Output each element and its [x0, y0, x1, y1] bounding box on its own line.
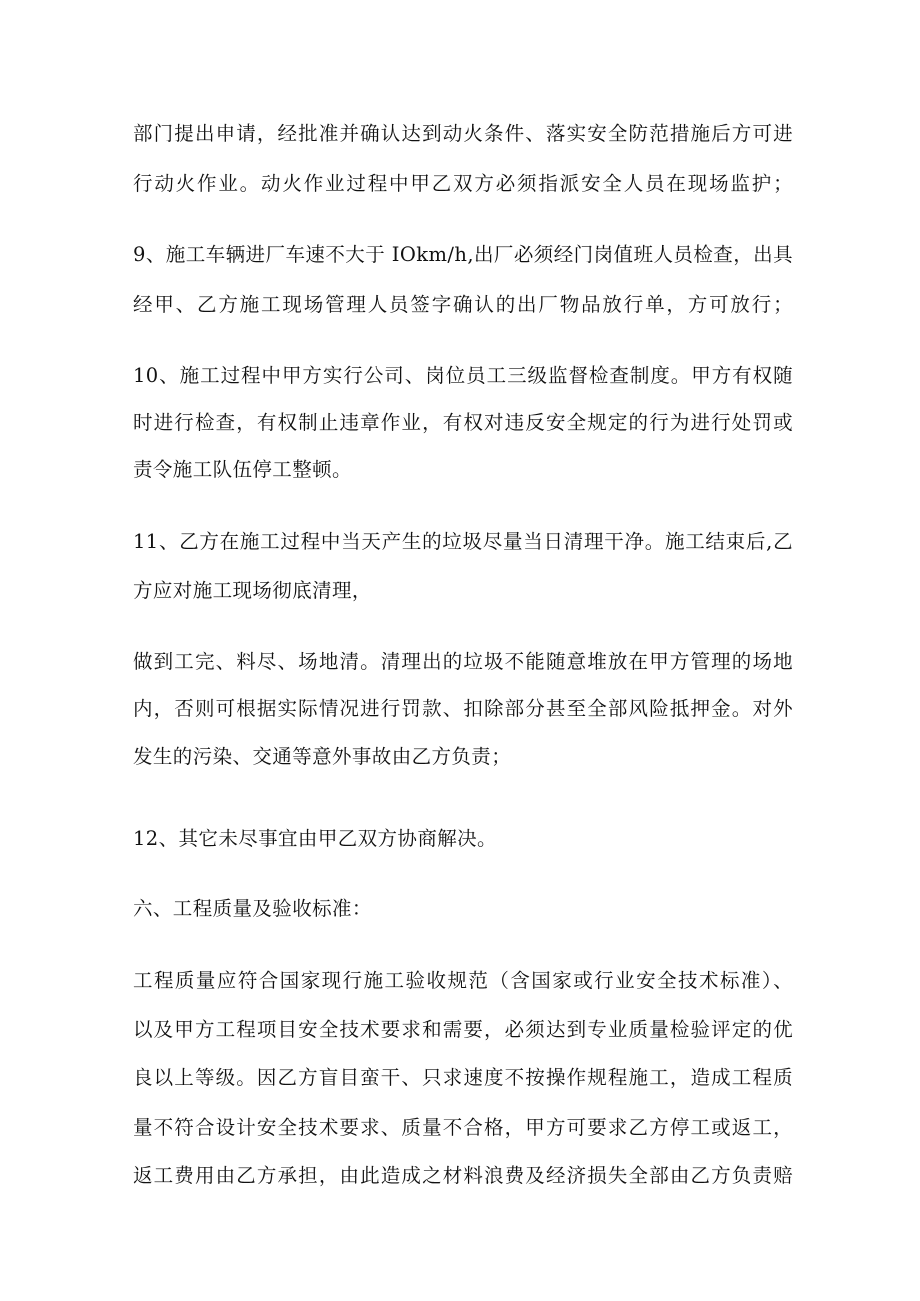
section-heading: 六、工程质量及验收标准：	[133, 897, 372, 920]
paragraph-line: 经甲、乙方施工现场管理人员签字确认的出厂物品放行单，方可放行；	[133, 293, 793, 316]
paragraph-line: 责令施工队伍停工整顿。	[133, 458, 352, 481]
paragraph-line: 以及甲方工程项目安全技术要求和需要，必须达到专业质量检验评定的优	[133, 1018, 793, 1041]
paragraph-line: 做到工完、料尽、场地清。清理出的垃圾不能随意堆放在甲方管理的场地	[133, 650, 793, 673]
paragraph-line: 行动火作业。动火作业过程中甲乙双方必须指派安全人员在现场监护；	[133, 172, 793, 195]
paragraph-line: 时进行检查，有权制止违章作业，有权对违反安全规定的行为进行处罚或	[133, 411, 793, 434]
paragraph-line: 发生的污染、交通等意外事故由乙方负责；	[133, 745, 512, 768]
paragraph-line: 返工费用由乙方承担，由此造成之材料浪费及经济损失全部由乙方负责赔	[133, 1164, 793, 1187]
paragraph-line: 12、其它未尽事宜由甲乙双方协商解决。	[133, 827, 497, 850]
paragraph-line: 10、施工过程中甲方实行公司、岗位员工三级监督检查制度。甲方有权随	[133, 364, 793, 387]
paragraph-line: 工程质量应符合国家现行施工验收规范（含国家或行业安全技术标准）、	[133, 969, 793, 992]
paragraph-line: 内，否则可根据实际情况进行罚款、扣除部分甚至全部风险抵押金。对外	[133, 697, 793, 720]
paragraph-line: 部门提出申请，经批准并确认达到动火条件、落实安全防范措施后方可进	[133, 122, 793, 145]
paragraph-line: 良以上等级。因乙方盲目蛮干、只求速度不按操作规程施工，造成工程质	[133, 1066, 793, 1089]
paragraph-line: 方应对施工现场彻底清理，	[133, 579, 372, 602]
paragraph-line: 量不符合设计安全技术要求、质量不合格，甲方可要求乙方停工或返工，	[133, 1116, 793, 1139]
paragraph-line: 9、施工车辆进厂车速不大于 IOkm∕h,出厂必须经门岗值班人员检查，出具	[133, 243, 793, 266]
paragraph-line: 11、乙方在施工过程中当天产生的垃圾尽量当日清理干净。施工结束后,乙	[133, 530, 793, 553]
